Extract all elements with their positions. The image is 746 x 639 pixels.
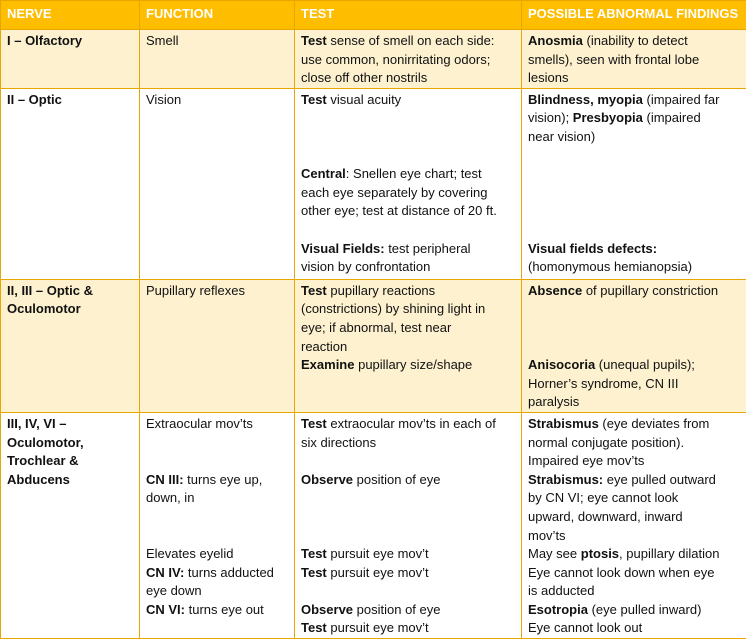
text-run: eye down bbox=[146, 583, 202, 598]
cell-line bbox=[146, 582, 290, 601]
cell-line bbox=[528, 393, 742, 412]
bold-term: Observe bbox=[301, 602, 353, 617]
nerve-cell bbox=[1, 279, 140, 412]
header-nerve: NERVE bbox=[1, 1, 140, 30]
table-row bbox=[1, 412, 746, 638]
cell-line bbox=[528, 375, 742, 394]
text-run: Impaired eye mov’ts bbox=[528, 453, 644, 468]
test-cell bbox=[295, 412, 522, 638]
function-cell bbox=[140, 88, 295, 279]
cell-line bbox=[301, 319, 517, 338]
cell-line: Oculomotor bbox=[7, 300, 135, 319]
findings-cell bbox=[522, 30, 746, 89]
text-run: other eye; test at distance of 20 ft. bbox=[301, 203, 497, 218]
bold-term: Test bbox=[301, 620, 327, 635]
cell-line bbox=[528, 601, 742, 620]
text-run: lesions bbox=[528, 70, 568, 85]
cell-line bbox=[528, 202, 742, 221]
text-run: Horner’s syndrome, CN III bbox=[528, 376, 679, 391]
findings-cell bbox=[522, 412, 746, 638]
text-run: (inability to detect bbox=[583, 33, 688, 48]
cell-line bbox=[146, 489, 290, 508]
text-run: is adducted bbox=[528, 583, 595, 598]
cell-line bbox=[301, 601, 517, 620]
bold-term: Anosmia bbox=[528, 33, 583, 48]
bold-term: Anisocoria bbox=[528, 357, 595, 372]
cell-line bbox=[528, 165, 742, 184]
header-findings: POSSIBLE ABNORMAL FINDINGS bbox=[522, 1, 746, 30]
cell-line: I – Olfactory bbox=[7, 32, 135, 51]
text-run: Extraocular mov’ts bbox=[146, 416, 253, 431]
table-row bbox=[1, 279, 746, 412]
header-row bbox=[1, 1, 746, 30]
header-test: TEST bbox=[295, 1, 522, 30]
cell-line bbox=[528, 545, 742, 564]
text-run: mov’ts bbox=[528, 528, 566, 543]
text-run: Pupillary reflexes bbox=[146, 283, 245, 298]
cell-line bbox=[301, 51, 517, 70]
text-run: upward, downward, inward bbox=[528, 509, 683, 524]
cell-line bbox=[528, 582, 742, 601]
text-run: (constrictions) by shining light in bbox=[301, 301, 485, 316]
cell-line bbox=[301, 91, 517, 110]
bold-term: Esotropia bbox=[528, 602, 588, 617]
text-run: : Snellen eye chart; test bbox=[346, 166, 482, 181]
cell-line bbox=[528, 258, 742, 277]
bold-term: Test bbox=[301, 283, 327, 298]
cell-line bbox=[301, 147, 517, 166]
text-run: pursuit eye mov’t bbox=[327, 620, 429, 635]
text-run: May see bbox=[528, 546, 581, 561]
text-run: pupillary reactions bbox=[327, 283, 435, 298]
bold-term: Presbyopia bbox=[573, 110, 643, 125]
cell-line bbox=[528, 564, 742, 583]
cell-line bbox=[528, 147, 742, 166]
cell-line: II, III – Optic & bbox=[7, 282, 135, 301]
bold-term: CN IV: bbox=[146, 565, 184, 580]
text-run: pursuit eye mov’t bbox=[327, 546, 429, 561]
text-run: (homonymous hemianopsia) bbox=[528, 259, 692, 274]
function-cell bbox=[140, 30, 295, 89]
text-run: each eye separately by covering bbox=[301, 185, 487, 200]
text-run: turns eye out bbox=[185, 602, 264, 617]
text-run: near vision) bbox=[528, 129, 595, 144]
cell-line bbox=[301, 300, 517, 319]
bold-term: Observe bbox=[301, 472, 353, 487]
text-run: use common, nonirritating odors; bbox=[301, 52, 490, 67]
bold-term: Test bbox=[301, 33, 327, 48]
bold-term: Visual Fields: bbox=[301, 241, 385, 256]
findings-cell bbox=[522, 279, 746, 412]
cell-line bbox=[301, 165, 517, 184]
cell-line bbox=[528, 282, 742, 301]
cell-line bbox=[528, 338, 742, 357]
cell-line bbox=[528, 32, 742, 51]
text-run: test peripheral bbox=[385, 241, 471, 256]
text-run: pursuit eye mov’t bbox=[327, 565, 429, 580]
bold-term: Test bbox=[301, 92, 327, 107]
text-run: paralysis bbox=[528, 394, 579, 409]
cell-line bbox=[146, 527, 290, 546]
cell-line bbox=[528, 69, 742, 88]
cell-line: Oculomotor, bbox=[7, 434, 135, 453]
nerve-cell bbox=[1, 88, 140, 279]
cell-line bbox=[301, 282, 517, 301]
nerve-cell bbox=[1, 30, 140, 89]
cell-line bbox=[301, 619, 517, 638]
cell-line bbox=[528, 221, 742, 240]
cell-line bbox=[528, 527, 742, 546]
function-cell bbox=[140, 412, 295, 638]
header-function: FUNCTION bbox=[140, 1, 295, 30]
text-run: (eye pulled inward) bbox=[588, 602, 701, 617]
cell-line bbox=[301, 582, 517, 601]
cell-line bbox=[528, 619, 742, 638]
cell-line bbox=[301, 32, 517, 51]
cell-line bbox=[301, 109, 517, 128]
cell-line bbox=[528, 51, 742, 70]
cell-line bbox=[301, 240, 517, 259]
cell-line bbox=[146, 471, 290, 490]
cell-line bbox=[528, 91, 742, 110]
cell-line bbox=[301, 434, 517, 453]
cell-line bbox=[528, 300, 742, 319]
cell-line bbox=[528, 434, 742, 453]
cell-line bbox=[301, 221, 517, 240]
cell-line bbox=[146, 415, 290, 434]
cell-line: Abducens bbox=[7, 471, 135, 490]
cell-line bbox=[301, 489, 517, 508]
cell-line bbox=[146, 452, 290, 471]
text-run: turns adducted bbox=[184, 565, 274, 580]
cell-line bbox=[528, 109, 742, 128]
bold-term: Absence bbox=[528, 283, 582, 298]
text-run: Eye cannot look down when eye bbox=[528, 565, 714, 580]
cell-line bbox=[528, 508, 742, 527]
text-run: position of eye bbox=[353, 472, 440, 487]
cell-line bbox=[301, 69, 517, 88]
text-run: vision by confrontation bbox=[301, 259, 430, 274]
function-cell bbox=[140, 279, 295, 412]
text-run: of pupillary constriction bbox=[582, 283, 718, 298]
bold-term: CN III: bbox=[146, 472, 184, 487]
text-run: (impaired bbox=[643, 110, 701, 125]
table-row bbox=[1, 30, 746, 89]
cell-line bbox=[301, 545, 517, 564]
cell-line bbox=[301, 527, 517, 546]
bold-term: Strabismus bbox=[528, 416, 599, 431]
cell-line: II – Optic bbox=[7, 91, 135, 110]
cell-line: Trochlear & bbox=[7, 452, 135, 471]
cell-line bbox=[301, 356, 517, 375]
cell-line bbox=[146, 601, 290, 620]
bold-term: Visual fields defects: bbox=[528, 241, 657, 256]
cell-line bbox=[301, 128, 517, 147]
text-run: by CN VI; eye cannot look bbox=[528, 490, 678, 505]
bold-term: ptosis bbox=[581, 546, 619, 561]
text-run: turns eye up, bbox=[184, 472, 263, 487]
cell-line: III, IV, VI – bbox=[7, 415, 135, 434]
cell-line bbox=[301, 471, 517, 490]
cell-line bbox=[301, 452, 517, 471]
cell-line bbox=[528, 452, 742, 471]
text-run: sense of smell on each side: bbox=[327, 33, 495, 48]
cell-line bbox=[146, 32, 290, 51]
text-run: close off other nostrils bbox=[301, 70, 427, 85]
cell-line bbox=[146, 564, 290, 583]
text-run: position of eye bbox=[353, 602, 440, 617]
cell-line bbox=[528, 415, 742, 434]
cell-line bbox=[528, 184, 742, 203]
cell-line bbox=[301, 508, 517, 527]
cell-line bbox=[528, 471, 742, 490]
cell-line bbox=[528, 356, 742, 375]
text-run: reaction bbox=[301, 339, 347, 354]
text-run: Smell bbox=[146, 33, 179, 48]
text-run: eye; if abnormal, test near bbox=[301, 320, 451, 335]
cell-line bbox=[146, 282, 290, 301]
bold-term: Test bbox=[301, 546, 327, 561]
text-run: Vision bbox=[146, 92, 181, 107]
bold-term: CN VI: bbox=[146, 602, 185, 617]
text-run: eye pulled outward bbox=[603, 472, 716, 487]
bold-term: Central bbox=[301, 166, 346, 181]
text-run: (eye deviates from bbox=[599, 416, 710, 431]
cell-line bbox=[528, 240, 742, 259]
text-run: normal conjugate position). bbox=[528, 435, 684, 450]
test-cell bbox=[295, 279, 522, 412]
text-run: down, in bbox=[146, 490, 194, 505]
cell-line bbox=[301, 564, 517, 583]
text-run: visual acuity bbox=[327, 92, 401, 107]
cell-line bbox=[146, 434, 290, 453]
cell-line bbox=[528, 128, 742, 147]
text-run: pupillary size/shape bbox=[354, 357, 472, 372]
test-cell bbox=[295, 30, 522, 89]
text-run: extraocular mov’ts in each of bbox=[327, 416, 496, 431]
text-run: , pupillary dilation bbox=[619, 546, 719, 561]
text-run: Elevates eyelid bbox=[146, 546, 233, 561]
table-row bbox=[1, 88, 746, 279]
text-run: smells), seen with frontal lobe bbox=[528, 52, 699, 67]
text-run: (unequal pupils); bbox=[595, 357, 695, 372]
cell-line bbox=[528, 319, 742, 338]
cell-line bbox=[301, 184, 517, 203]
findings-cell bbox=[522, 88, 746, 279]
cell-line bbox=[301, 338, 517, 357]
text-run: vision); bbox=[528, 110, 573, 125]
test-cell bbox=[295, 88, 522, 279]
cell-line bbox=[146, 545, 290, 564]
text-run: Eye cannot look out bbox=[528, 620, 642, 635]
cell-line bbox=[146, 508, 290, 527]
text-run: (impaired far bbox=[643, 92, 720, 107]
bold-term: Test bbox=[301, 416, 327, 431]
cell-line bbox=[528, 489, 742, 508]
text-run: six directions bbox=[301, 435, 376, 450]
bold-term: Strabismus: bbox=[528, 472, 603, 487]
bold-term: Blindness, myopia bbox=[528, 92, 643, 107]
cell-line bbox=[146, 91, 290, 110]
bold-term: Examine bbox=[301, 357, 354, 372]
nerve-cell bbox=[1, 412, 140, 638]
bold-term: Test bbox=[301, 565, 327, 580]
cell-line bbox=[301, 415, 517, 434]
cell-line bbox=[301, 202, 517, 221]
cell-line bbox=[301, 258, 517, 277]
